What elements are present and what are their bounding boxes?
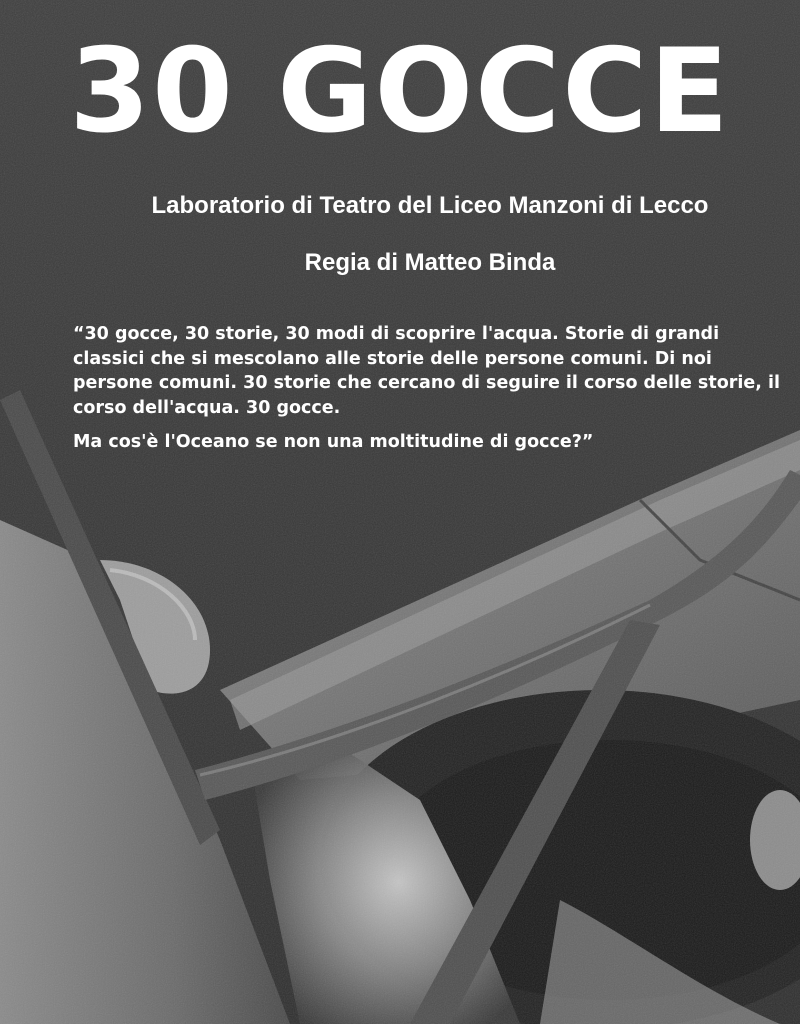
- poster-title: 30 GOCCE: [69, 24, 731, 159]
- quote-block: [73, 322, 783, 465]
- quote-paragraph-1: “30 gocce, 30 storie, 30 modi di scoprire l'acqua. Storie di grandi classici che si mescolano alle storie delle persone comuni. Di noi persone comuni. 30 storie che cercano di seguire il corso delle storie, il corso dell'acqua. 30 gocce.: [73, 324, 780, 418]
- quote-paragraph-2: Ma cos'è l'Oceano se non una moltitudine di gocce?”: [73, 432, 594, 452]
- company-subtitle: Laboratorio di Teatro del Liceo Manzoni di Lecco: [151, 192, 709, 219]
- director-credit: Regia di Matteo Binda: [304, 249, 556, 276]
